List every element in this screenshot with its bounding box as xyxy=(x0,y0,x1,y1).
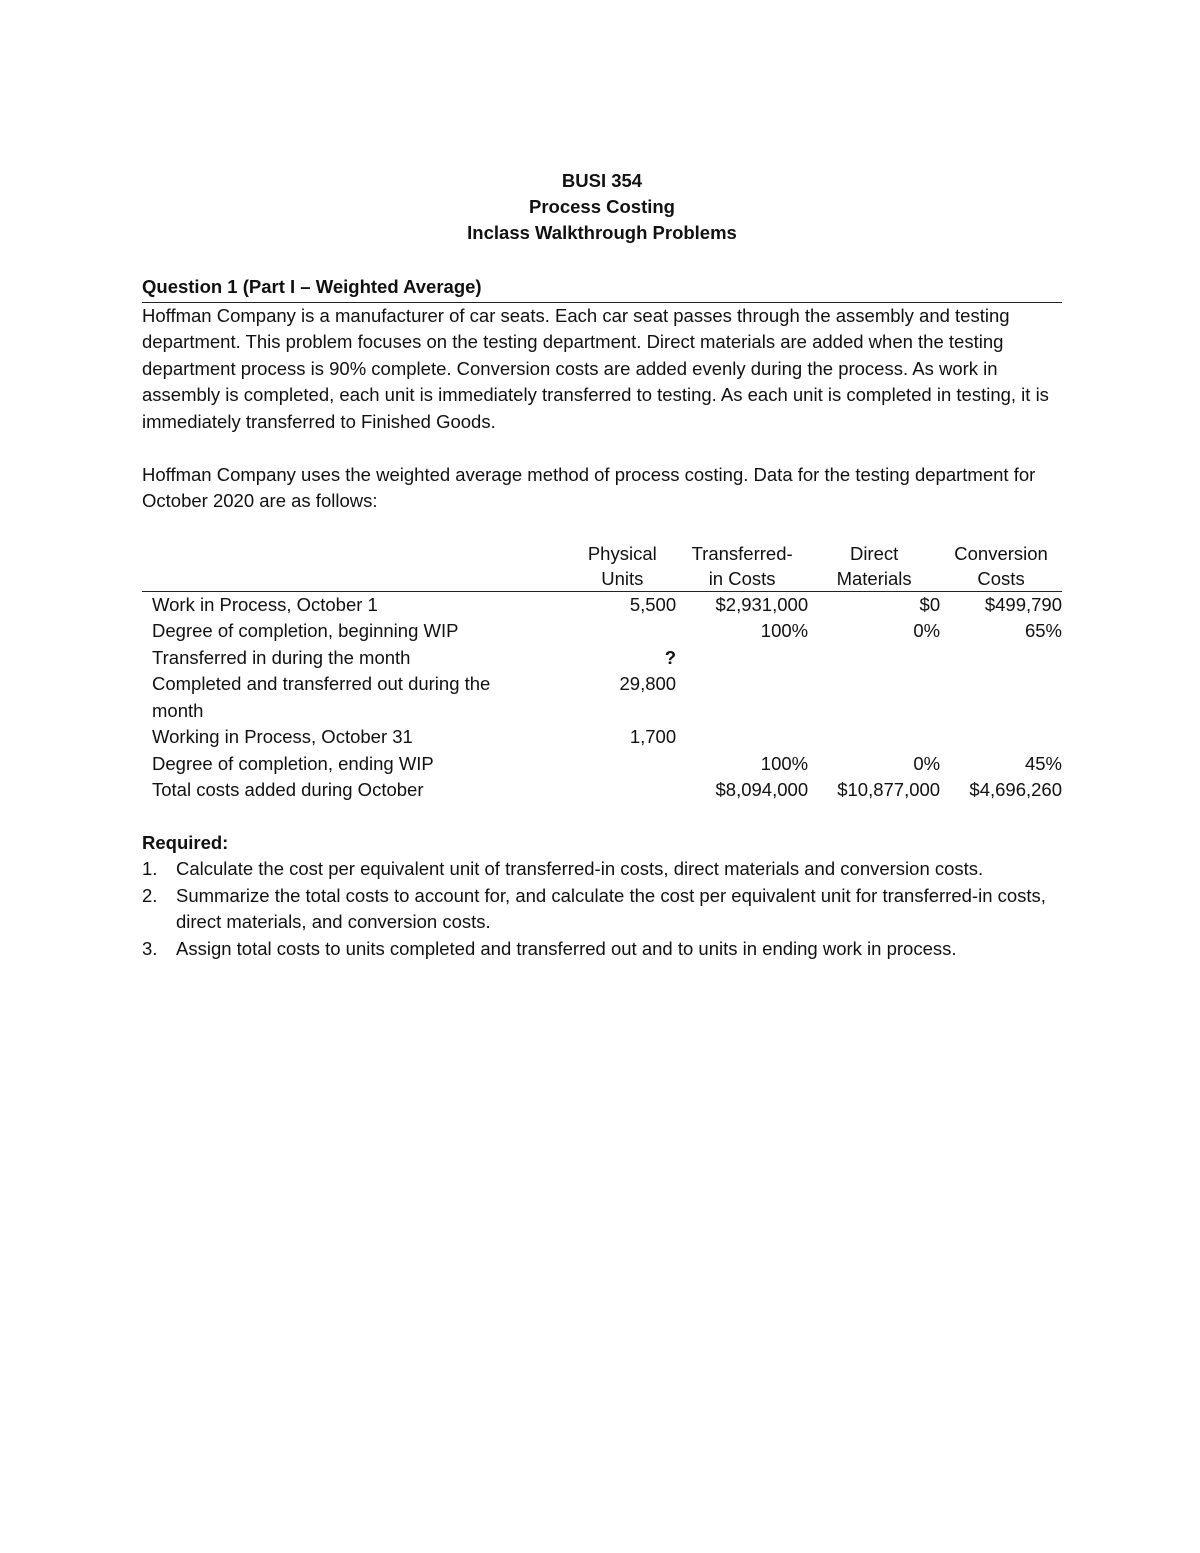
cell-units xyxy=(568,618,676,645)
document-topic: Process Costing xyxy=(529,196,675,217)
item-text: Assign total costs to units completed and transferred out and to units in ending work in process. xyxy=(176,937,957,959)
question-title: Question 1 (Part I – Weighted Average) xyxy=(142,274,1062,303)
item-number: 2. xyxy=(142,884,158,906)
header-physical-units: Physical Units xyxy=(587,542,657,589)
table-row xyxy=(142,645,1062,672)
list-item xyxy=(142,936,1062,963)
cell-conversion xyxy=(940,724,1062,751)
cell-units: 1,700 xyxy=(629,726,677,747)
cell-units: 29,800 xyxy=(619,673,677,694)
item-text: Summarize the total costs to account for, and calculate the cost per equivalent unit for transferred-in costs, direct materials, and conversion costs. xyxy=(176,884,1046,932)
cell-transferred-in xyxy=(676,671,808,724)
table-row xyxy=(142,591,1062,618)
table-row xyxy=(142,751,1062,778)
required-title: Required: xyxy=(142,831,229,853)
item-number: 3. xyxy=(142,937,158,959)
cell-transferred-in: $8,094,000 xyxy=(715,779,809,800)
row-label: Degree of completion, ending WIP xyxy=(152,752,434,774)
item-number: 1. xyxy=(142,858,158,879)
header-conversion-costs: Conversion Costs xyxy=(954,542,1048,589)
header-label xyxy=(142,541,568,592)
table-row xyxy=(142,777,1062,804)
question-paragraph-2: Hoffman Company uses the weighted average method of process costing. Data for the testing department for October 2020 are as follows: xyxy=(142,463,1036,511)
cell-transferred-in xyxy=(676,724,808,751)
cell-conversion xyxy=(940,645,1062,672)
row-label: Work in Process, October 1 xyxy=(152,593,378,615)
cell-direct-materials xyxy=(808,645,940,672)
cell-conversion xyxy=(940,671,1062,724)
cost-data-table xyxy=(142,541,1062,804)
cell-transferred-in xyxy=(676,645,808,672)
table-row xyxy=(142,618,1062,645)
course-code: BUSI 354 xyxy=(561,170,643,191)
row-label: Degree of completion, beginning WIP xyxy=(152,620,459,641)
header-direct-materials: Direct Materials xyxy=(836,542,912,589)
cell-units xyxy=(568,777,676,804)
table-row xyxy=(142,671,1062,724)
row-label: Working in Process, October 31 xyxy=(152,726,413,747)
cell-units: ? xyxy=(664,646,677,668)
question-paragraph-1: Hoffman Company is a manufacturer of car seats. Each car seat passes through the assembly and testing department. This problem focuses on the testing department. Direct materials are added when the testing department process is 90% complete. Conversion costs are added evenly during the process. As work in assembly is completed, each unit is immediately transferred to testing. As each unit is completed in testing, it is immediately transferred to Finished Goods. xyxy=(142,304,1049,432)
list-item xyxy=(142,856,1062,883)
cell-units xyxy=(568,751,676,778)
cell-transferred-in: 100% xyxy=(760,620,809,641)
header-transferred-in-costs: Transferred- in Costs xyxy=(691,542,793,589)
cell-conversion: 65% xyxy=(1024,620,1062,641)
item-text: Calculate the cost per equivalent unit of transferred-in costs, direct materials and conversion costs. xyxy=(176,858,984,879)
cell-transferred-in: 100% xyxy=(760,752,809,774)
cell-direct-materials xyxy=(808,671,940,724)
cell-conversion: $4,696,260 xyxy=(969,779,1062,800)
table-header-row xyxy=(142,541,1062,592)
row-label: Completed and transferred out during the month xyxy=(152,673,491,721)
row-label: Transferred in during the month xyxy=(152,646,411,668)
cell-conversion: $499,790 xyxy=(984,593,1062,615)
cell-direct-materials: 0% xyxy=(913,752,941,774)
document-header xyxy=(142,168,1062,246)
cell-transferred-in: $2,931,000 xyxy=(715,593,809,615)
cell-direct-materials xyxy=(808,724,940,751)
required-list xyxy=(142,856,1062,962)
cell-direct-materials: $0 xyxy=(919,593,941,615)
list-item xyxy=(142,883,1062,936)
row-label: Total costs added during October xyxy=(152,779,424,800)
table-row xyxy=(142,724,1062,751)
cell-direct-materials: $10,877,000 xyxy=(837,779,941,800)
cell-units: 5,500 xyxy=(629,593,677,615)
document-page xyxy=(142,168,1062,962)
cell-direct-materials: 0% xyxy=(913,620,941,641)
document-subtitle: Inclass Walkthrough Problems xyxy=(467,222,737,243)
cell-conversion: 45% xyxy=(1024,752,1062,774)
